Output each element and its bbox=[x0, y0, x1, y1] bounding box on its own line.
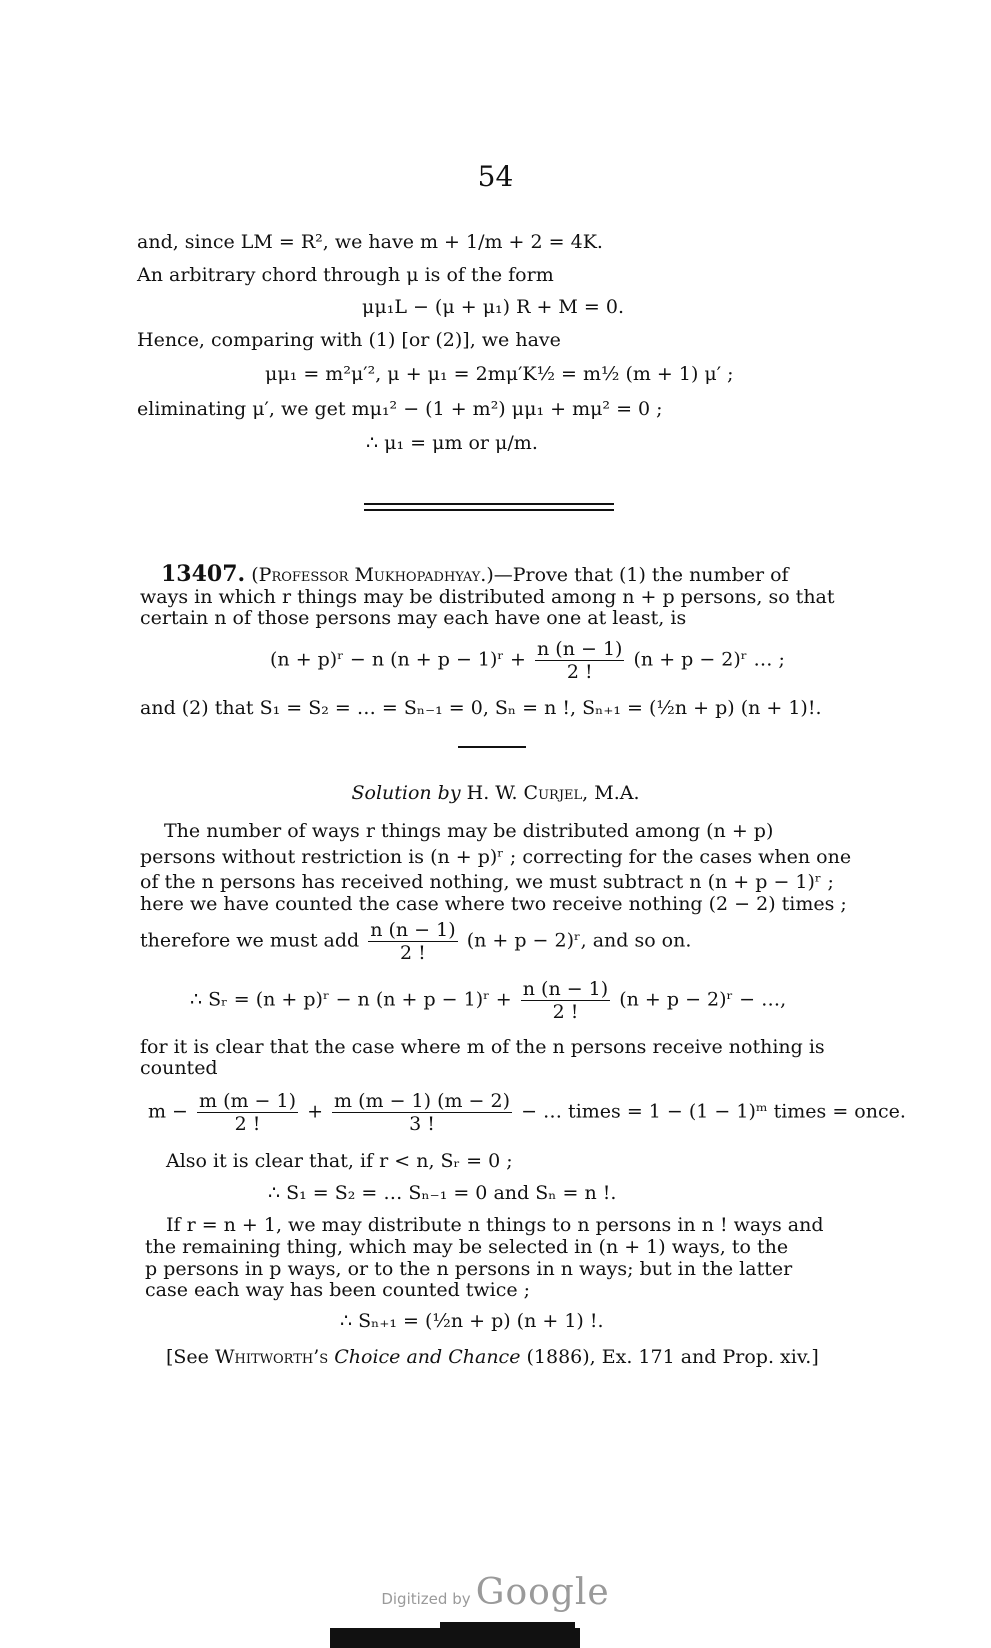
digitized-label: Digitized by bbox=[381, 1590, 471, 1608]
text-line: the remaining thing, which may be selected in (n + 1) ways, to the bbox=[145, 1236, 789, 1258]
problem-proposer: (Professor Mukhopadhyay.) bbox=[251, 564, 494, 586]
fraction-numerator: n (n − 1) bbox=[522, 978, 609, 1000]
fraction-denominator: 2 ! bbox=[234, 1113, 261, 1135]
equation-part: (n + p − 2)ʳ − …, bbox=[619, 988, 787, 1011]
problem-number: 13407. bbox=[161, 561, 246, 587]
text-line: persons without restriction is (n + p)ʳ ; correcting for the cases when one bbox=[140, 846, 852, 868]
fraction-numerator: m (m − 1) (m − 2) bbox=[334, 1090, 511, 1112]
reference bbox=[166, 1346, 819, 1368]
reference-author: Whitworth’s bbox=[214, 1346, 329, 1368]
solution-heading bbox=[0, 782, 991, 804]
google-logo: Google bbox=[475, 1572, 610, 1613]
equation-part: (n + p)ʳ − n (n + p − 1)ʳ + bbox=[270, 648, 526, 671]
reference-book: Choice and Chance bbox=[334, 1346, 521, 1368]
fraction-denominator: 2 ! bbox=[400, 942, 426, 964]
text-line: ways in which r things may be distributed among n + p persons, so that bbox=[140, 586, 835, 608]
equation: ∴ Sₙ₊₁ = (½n + p) (n + 1) !. bbox=[340, 1310, 604, 1332]
text-line: If r = n + 1, we may distribute n things to n persons in n ! ways and bbox=[166, 1214, 824, 1236]
problem-equation bbox=[270, 638, 785, 683]
problem-text: —Prove that (1) the number of bbox=[493, 564, 789, 586]
fraction bbox=[521, 978, 610, 1023]
fraction-numerator: n (n − 1) bbox=[370, 919, 456, 941]
text-part: therefore we must add bbox=[140, 929, 360, 952]
separator-rule bbox=[364, 509, 614, 511]
text-line: counted bbox=[140, 1057, 218, 1079]
equation-part: m − bbox=[148, 1100, 188, 1123]
page-number: 54 bbox=[477, 160, 514, 193]
fraction-denominator: 2 ! bbox=[552, 1001, 579, 1023]
fraction bbox=[332, 1090, 512, 1135]
text-line: for it is clear that the case where m of the n persons receive nothing is bbox=[140, 1036, 825, 1058]
scan-artifact bbox=[330, 1628, 580, 1648]
text-line: here we have counted the case where two receive nothing (2 − 2) times ; bbox=[140, 893, 847, 915]
digitized-watermark bbox=[0, 1572, 991, 1613]
equation-part: + bbox=[307, 1100, 323, 1123]
text-line: p persons in p ways, or to the n persons in n ways; but in the latter bbox=[145, 1258, 793, 1280]
text-part: (n + p − 2)ʳ, and so on. bbox=[466, 929, 692, 952]
solution-by-label: Solution by bbox=[351, 782, 461, 804]
text-line: Also it is clear that, if r < n, Sᵣ = 0 ; bbox=[166, 1150, 513, 1172]
reference-part: [See bbox=[166, 1346, 215, 1368]
text-line: eliminating μ′, we get mμ₁² − (1 + m²) μμ₁ + mμ² = 0 ; bbox=[137, 398, 663, 420]
text-line: certain n of those persons may each have one at least, is bbox=[140, 607, 687, 629]
text-with-fraction bbox=[140, 919, 691, 964]
equation-part: (n + p − 2)ʳ … ; bbox=[633, 648, 785, 671]
fraction-numerator: m (m − 1) bbox=[199, 1090, 297, 1112]
equation: μμ₁ = m²μ′², μ + μ₁ = 2mμ′K½ = m½ (m + 1) μ′ ; bbox=[265, 363, 734, 385]
equation-part: ∴ Sᵣ = (n + p)ʳ − n (n + p − 1)ʳ + bbox=[190, 988, 512, 1011]
sr-equation bbox=[190, 978, 786, 1023]
reference-part: (1886), Ex. 171 and Prop. xiv.] bbox=[526, 1346, 819, 1368]
text-line: and, since LM = R², we have m + 1/m + 2 = 4K. bbox=[137, 231, 603, 253]
solution-author: H. W. Curjel, M.A. bbox=[466, 782, 640, 804]
text-line: and (2) that S₁ = S₂ = … = Sₙ₋₁ = 0, Sₙ = n !, Sₙ₊₁ = (½n + p) (n + 1)!. bbox=[140, 697, 822, 719]
equation: ∴ S₁ = S₂ = … Sₙ₋₁ = 0 and Sₙ = n !. bbox=[268, 1182, 617, 1204]
text-line: The number of ways r things may be distributed among (n + p) bbox=[164, 820, 774, 842]
fraction bbox=[197, 1090, 298, 1135]
separator-rule bbox=[364, 503, 614, 505]
fraction-denominator: 2 ! bbox=[566, 661, 593, 683]
text-line: An arbitrary chord through μ is of the form bbox=[137, 264, 554, 286]
fraction-numerator: n (n − 1) bbox=[537, 638, 623, 660]
text-line: of the n persons has received nothing, we must subtract n (n + p − 1)ʳ ; bbox=[140, 871, 834, 893]
equation: ∴ μ₁ = μm or μ/m. bbox=[366, 432, 538, 454]
equation: μμ₁L − (μ + μ₁) R + M = 0. bbox=[362, 296, 624, 318]
problem-heading bbox=[161, 563, 789, 586]
equation-part: − … times = 1 − (1 − 1)ᵐ times = once. bbox=[521, 1100, 906, 1123]
fraction bbox=[368, 919, 457, 964]
fraction-denominator: 3 ! bbox=[409, 1113, 435, 1135]
separator-rule bbox=[458, 746, 526, 748]
fraction bbox=[535, 638, 624, 683]
m-equation bbox=[148, 1090, 906, 1135]
text-line: case each way has been counted twice ; bbox=[145, 1279, 531, 1301]
text-line: Hence, comparing with (1) [or (2)], we have bbox=[137, 329, 561, 351]
